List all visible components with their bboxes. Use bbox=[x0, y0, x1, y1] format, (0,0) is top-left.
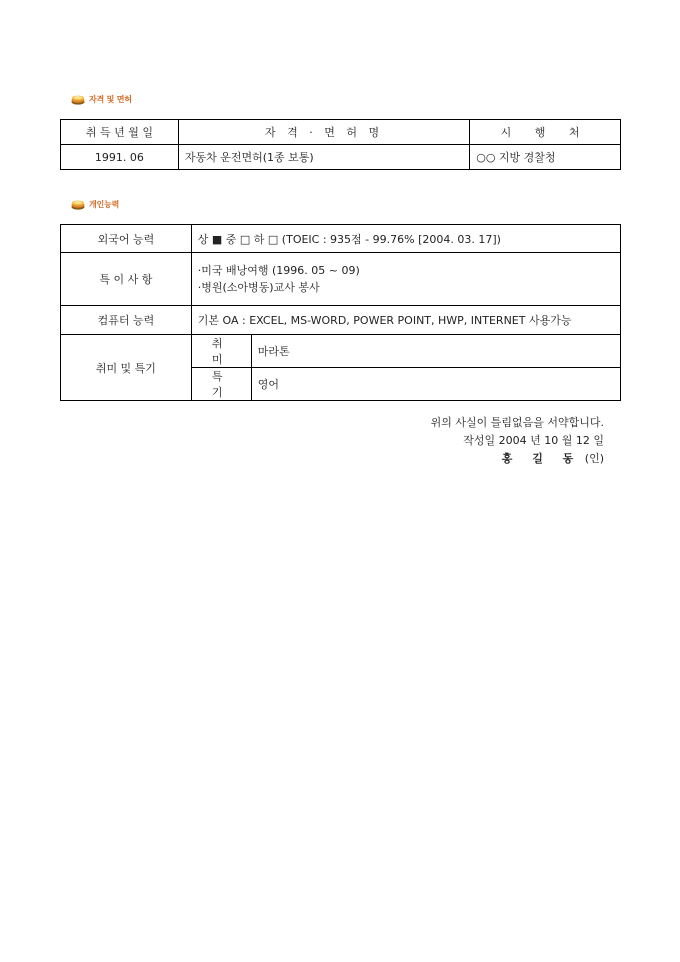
license-name: 자동차 운전면허(1종 보통) bbox=[178, 145, 469, 170]
seal-mark: (인) bbox=[584, 452, 604, 465]
header-date: 취 득 년 월 일 bbox=[61, 120, 179, 145]
skill-value: 영어 bbox=[251, 368, 620, 401]
language-label: 외국어 능력 bbox=[61, 225, 192, 253]
signer-line bbox=[431, 450, 604, 468]
license-table bbox=[60, 119, 621, 170]
books-icon bbox=[71, 93, 85, 105]
table-row bbox=[61, 225, 621, 253]
header-license-name: 자 격 · 면 허 명 bbox=[178, 120, 469, 145]
computer-label: 컴퓨터 능력 bbox=[61, 306, 192, 335]
license-issuer: ○○ 지방 경찰청 bbox=[470, 145, 621, 170]
hobby-label: 취미 및 특기 bbox=[61, 335, 192, 401]
header-issuer: 시 행 처 bbox=[470, 120, 621, 145]
special-label: 특 이 사 항 bbox=[61, 253, 192, 306]
special-note: ·병원(소아병동)교사 봉사 bbox=[197, 281, 320, 294]
license-section-header bbox=[71, 93, 132, 105]
ability-table bbox=[60, 224, 621, 401]
table-header-row bbox=[61, 120, 621, 145]
signature-block bbox=[431, 414, 604, 468]
date-line: 작성일 2004 년 10 월 12 일 bbox=[463, 434, 604, 447]
signer-name: 홍 길 동 bbox=[501, 452, 582, 465]
language-value: 상 ■ 중 □ 하 □ (TOEIC : 935점 - 99.76% [2004. 03. 17]) bbox=[191, 225, 620, 253]
oath-statement: 위의 사실이 틀림없음을 서약합니다. bbox=[430, 416, 604, 429]
computer-value: 기본 OA : EXCEL, MS-WORD, POWER POINT, HWP, INTERNET 사용가능 bbox=[191, 306, 620, 335]
special-notes bbox=[191, 253, 620, 306]
books-icon bbox=[71, 198, 85, 210]
table-row bbox=[61, 145, 621, 170]
license-section-title: 자격 및 면허 bbox=[89, 94, 132, 104]
ability-section-header bbox=[71, 198, 119, 210]
table-row bbox=[61, 253, 621, 306]
hobby-sub-label: 취 미 bbox=[191, 335, 251, 368]
table-row bbox=[61, 306, 621, 335]
table-row bbox=[61, 335, 621, 368]
special-note: ·미국 배낭여행 (1996. 05 ~ 09) bbox=[197, 264, 360, 277]
skill-sub-label: 특 기 bbox=[191, 368, 251, 401]
license-date: 1991. 06 bbox=[61, 145, 179, 170]
hobby-value: 마라톤 bbox=[251, 335, 620, 368]
ability-section-title: 개인능력 bbox=[89, 199, 120, 209]
